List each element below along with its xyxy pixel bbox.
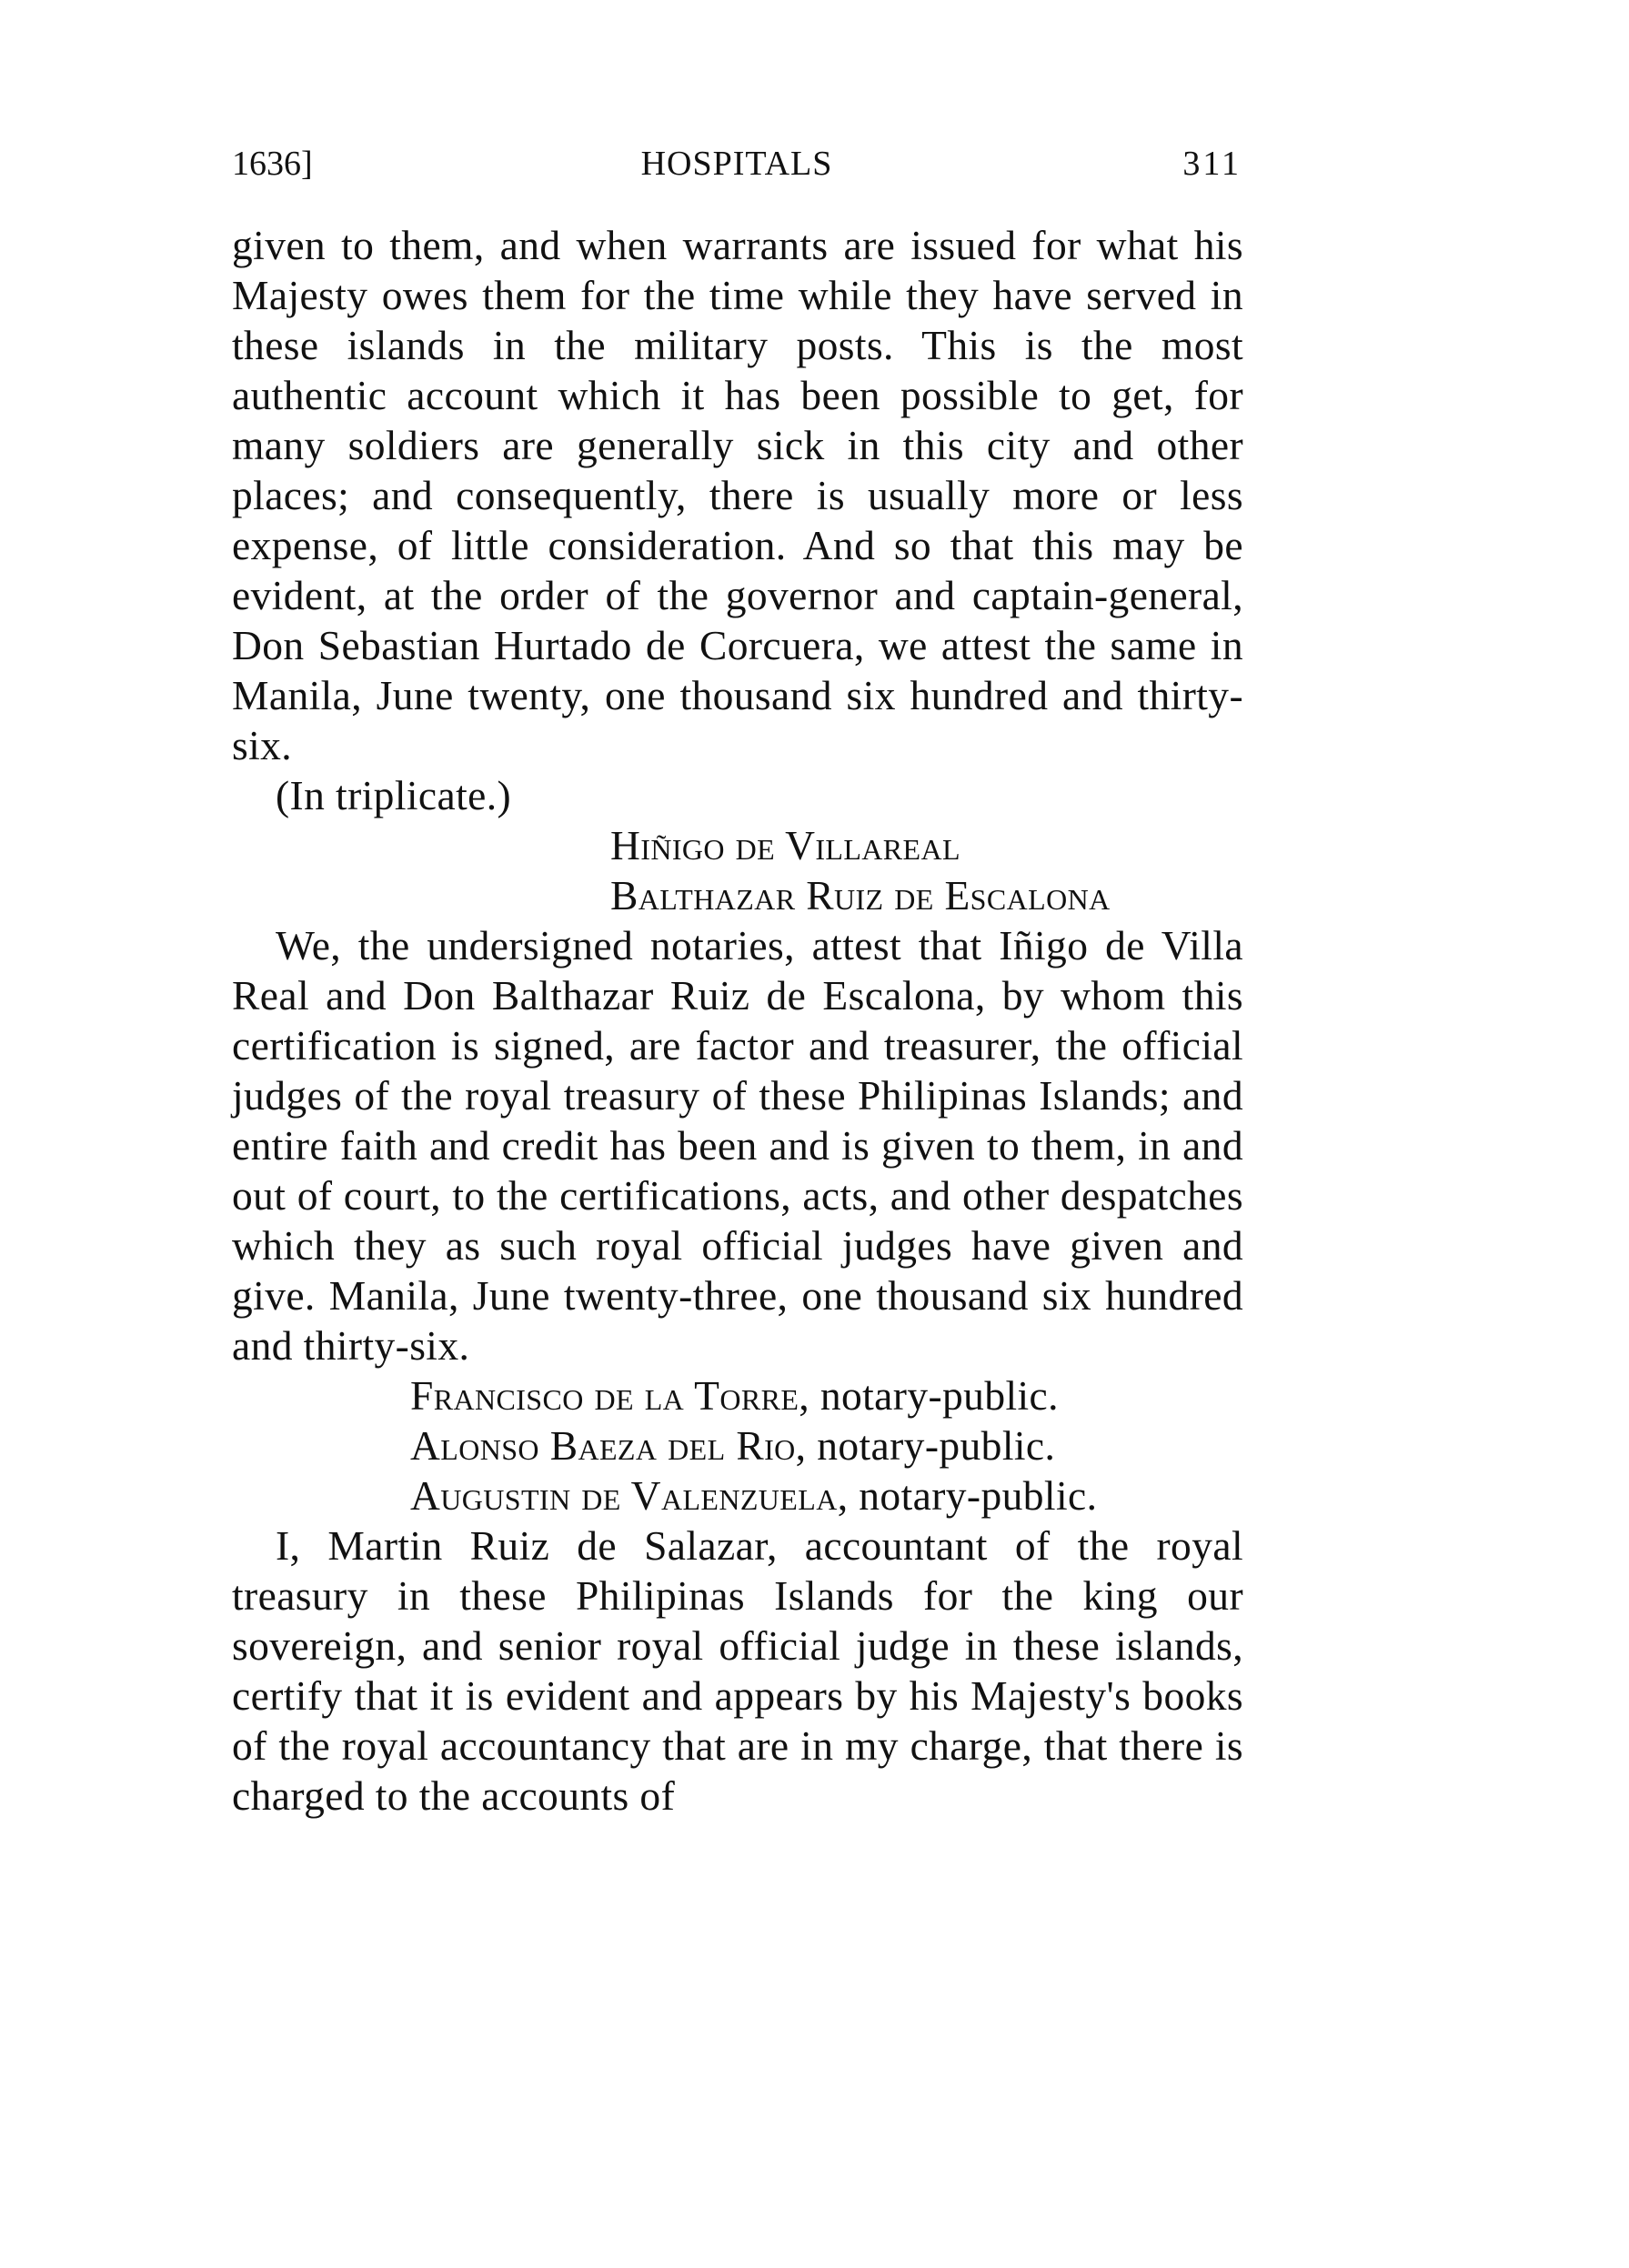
notary-title: , notary-public. (837, 1472, 1098, 1519)
signature-villareal: Hiñigo de Villareal (610, 822, 960, 868)
notary-title: , notary-public. (795, 1422, 1056, 1469)
header-title: HOSPITALS (640, 145, 833, 183)
paragraph-continuation: given to them, and when warrants are issued for what his Majesty owes them for the time while they have served in these islands in the military posts. This is the most authentic account which it has been possible to get, for many soldiers are generally sick in this city and other places; and consequently, there is usually more or less expense, of little consideration. And so that this may be evident, at the order of the governor and captain-general, Don Sebastian Hurtado de Corcuera, we attest the same in Manila, June twenty, one thousand six hundred and thirty-six. (232, 222, 1243, 768)
notary-title: , notary-public. (799, 1372, 1059, 1419)
signature-escalona: Balthazar Ruiz de Escalona (610, 872, 1111, 918)
paragraph-accountant: I, Martin Ruiz de Salazar, accountant of the royal treasury in these Philipinas Islands for the king our sovereign, and senior royal official judge in these islands, certify that it is evident and appears by his Majesty's books of the royal accountancy that are in my charge, that there is charged to the accounts of (232, 1522, 1243, 1819)
header-year: 1636] (232, 145, 313, 183)
triplicate-note: (In triplicate.) (276, 772, 512, 818)
running-head (232, 136, 1242, 191)
notary-name: Augustin de Valenzuela (410, 1472, 838, 1519)
page-number: 311 (1182, 145, 1242, 183)
notary-line-1 (232, 1370, 1243, 1420)
notary-name: Francisco de la Torre (410, 1372, 799, 1419)
notary-name: Alonso Baeza del Rio (410, 1422, 796, 1469)
paragraph-notaries-attest: We, the undersigned notaries, attest that Iñigo de Villa Real and Don Balthazar Ruiz de Escalona, by whom this certification is signed, are factor and treasurer, the official judges of the royal treasury of these Philipinas Islands; and entire faith and credit has been and is given to them, in and out of court, to the certifications, acts, and other despatches which they as such royal official judges have given and give. Manila, June twenty-three, one thousand six hundred and thirty-six. (232, 922, 1243, 1369)
notary-line-2 (232, 1420, 1243, 1470)
notary-line-3 (232, 1470, 1243, 1520)
body-text (232, 220, 1243, 1821)
